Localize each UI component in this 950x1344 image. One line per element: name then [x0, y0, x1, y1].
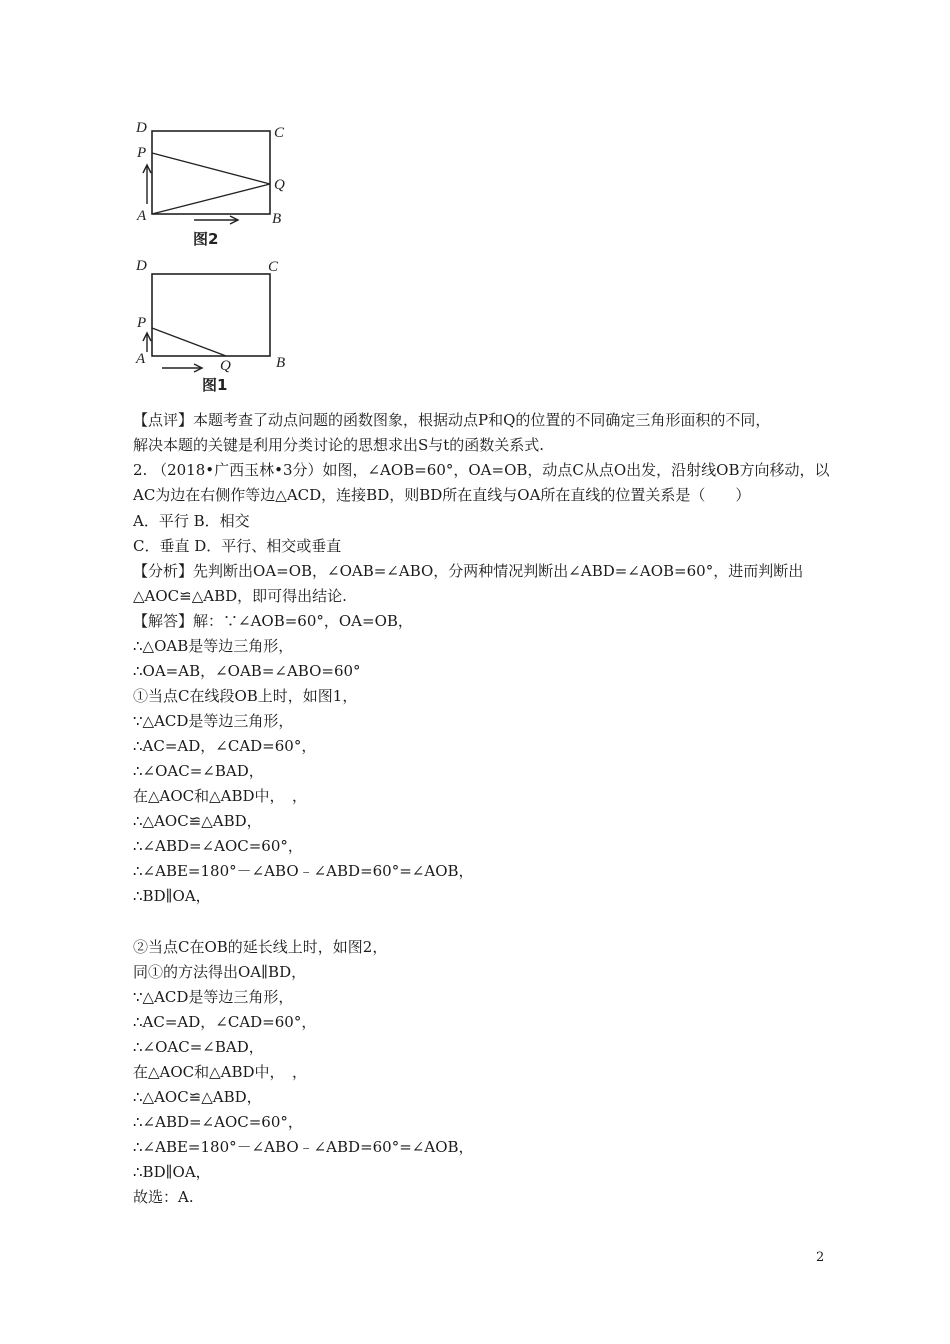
case1-line-7: ∴∠ABE=180°－∠ABO﹣∠ABD=60°=∠AOB，	[133, 862, 474, 880]
case1-line-6: ∴∠ABD=∠AOC=60°，	[133, 837, 303, 855]
case1-line-3: ∴∠OAC=∠BAD，	[133, 762, 264, 780]
case2-line-5: 在△AOC和△ABD中， ，	[133, 1063, 308, 1081]
option-line-cd: C．垂直 D．平行、相交或垂直	[133, 537, 342, 555]
point-A: A	[137, 208, 147, 224]
point-P: P	[137, 315, 147, 331]
analysis-line-2: △AOC≌△ABD，即可得出结论.	[133, 587, 347, 605]
question-line-2: AC为边在右侧作等边△ACD，连接BD，则BD所在直线与OA所在直线的位置关系是（ ）	[133, 486, 751, 504]
answer-line: 故选：A.	[133, 1188, 194, 1206]
case2-line-1: 同①的方法得出OA∥BD，	[133, 963, 307, 981]
comment-line-2: 解决本题的关键是利用分类讨论的思想求出S与t的函数关系式.	[133, 436, 545, 454]
figure-1-caption-box	[128, 374, 308, 400]
case1-line-2: ∴AC=AD，∠CAD=60°，	[133, 737, 317, 755]
case2-line-6: ∴△AOC≌△ABD，	[133, 1088, 262, 1106]
figure-2-caption: 图2	[193, 230, 219, 248]
solution-line-1: 【解答】解：∵∠AOB=60°，OA=OB，	[133, 612, 413, 630]
point-D: D	[136, 120, 147, 136]
case1-line-1: ∵△ACD是等边三角形，	[133, 712, 294, 730]
figure-2-drawing	[128, 116, 308, 228]
case1-line-4: 在△AOC和△ABD中， ，	[133, 787, 308, 805]
case2-heading: ②当点C在OB的延长线上时，如图2，	[133, 938, 388, 956]
point-P: P	[137, 145, 147, 161]
figure-1-rectangle	[152, 274, 270, 356]
figure-2-caption-box	[128, 228, 308, 250]
option-line-ab: A．平行 B．相交	[133, 512, 250, 530]
figure-1-caption: 图1	[202, 376, 228, 394]
point-Q: Q	[220, 358, 231, 374]
point-C: C	[268, 259, 279, 275]
case2-line-4: ∴∠OAC=∠BAD，	[133, 1038, 264, 1056]
solution-line-2: ∴△OAB是等边三角形，	[133, 637, 294, 655]
case1-line-8: ∴BD∥OA，	[133, 887, 211, 905]
case2-line-7: ∴∠ABD=∠AOC=60°，	[133, 1113, 303, 1131]
segment-PQ	[152, 328, 226, 356]
case1-line-5: ∴△AOC≌△ABD，	[133, 812, 262, 830]
figure-1-drawing	[128, 256, 308, 374]
point-C: C	[274, 125, 285, 141]
case2-line-2: ∵△ACD是等边三角形，	[133, 988, 294, 1006]
point-D: D	[136, 258, 147, 274]
case2-line-8: ∴∠ABE=180°－∠ABO﹣∠ABD=60°=∠AOB，	[133, 1138, 474, 1156]
point-Q: Q	[274, 177, 285, 193]
page-number: 2	[816, 1250, 825, 1265]
point-B: B	[272, 211, 282, 227]
figure-2-rectangle	[152, 131, 270, 214]
case2-line-9: ∴BD∥OA，	[133, 1163, 211, 1181]
case2-line-3: ∴AC=AD，∠CAD=60°，	[133, 1013, 317, 1031]
solution-line-3: ∴OA=AB，∠OAB=∠ABO=60°	[133, 662, 361, 680]
figure-1	[128, 256, 308, 400]
segment-AQ	[152, 184, 270, 214]
question-line-1: 2. （2018•广西玉林•3分）如图，∠AOB=60°，OA=OB，动点C从点O出发，沿射线OB方向移动，以	[133, 461, 830, 479]
case1-heading: ①当点C在线段OB上时，如图1，	[133, 687, 358, 705]
analysis-line-1: 【分析】先判断出OA=OB，∠OAB=∠ABO，分两种情况判断出∠ABD=∠AOB=60°，进而判断出	[133, 562, 804, 580]
figure-2	[128, 116, 308, 250]
comment-line-1: 【点评】本题考查了动点问题的函数图象，根据动点P和Q的位置的不同确定三角形面积的不同，	[133, 411, 771, 429]
point-B: B	[276, 355, 286, 371]
point-A: A	[136, 351, 146, 367]
segment-PQ	[152, 153, 270, 184]
